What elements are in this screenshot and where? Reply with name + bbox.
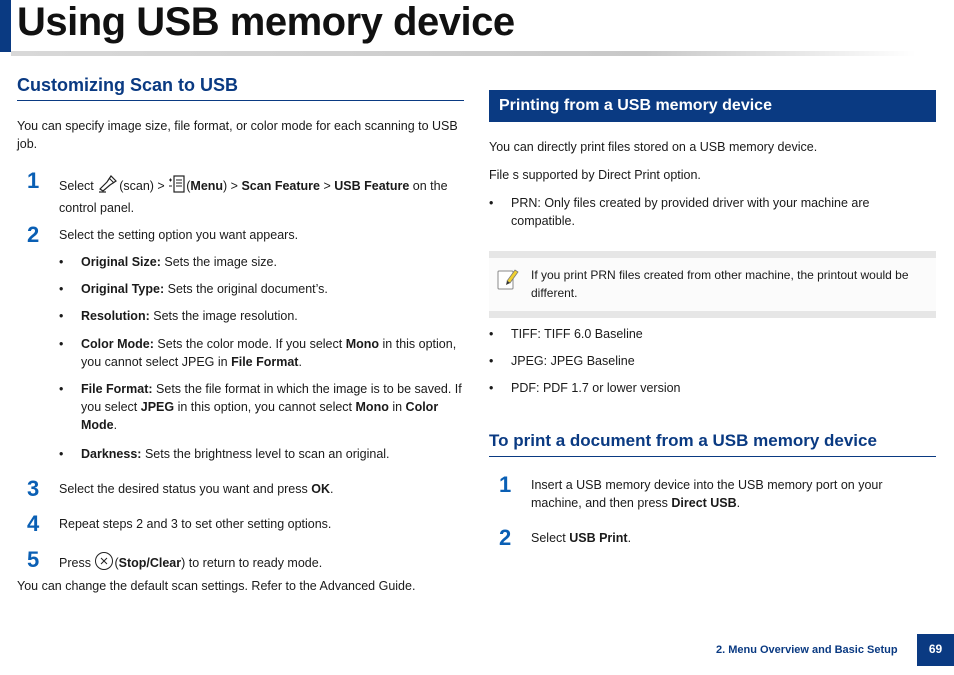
bullet-text: Sets the color mode. If you select <box>157 337 343 351</box>
page-number-badge: 69 <box>917 634 954 666</box>
stop-clear-label: Stop/Clear <box>118 556 182 570</box>
usb-feature-label: USB Feature <box>334 179 410 193</box>
bullet-color-mode: • Color Mode: Sets the color mode. If you select Mono in this option, you cannot select JPEG in File Format. <box>59 337 457 369</box>
bullet-text: in <box>392 400 403 414</box>
bullet-format-tiff: • TIFF: TIFF 6.0 Baseline <box>489 325 936 343</box>
note-text: If you print PRN files created from other machine, the printout would be different. <box>531 268 909 300</box>
bullet-resolution: • Resolution: Sets the image resolution. <box>59 309 298 323</box>
paragraph-supported-files: File s supported by Direct Print option. <box>489 168 701 182</box>
file-format-label: File Format <box>231 355 299 369</box>
step-text-part: . <box>330 482 334 496</box>
bullet-text: TIFF: TIFF 6.0 Baseline <box>511 327 643 341</box>
step-text-part: ) to return to ready mode. <box>181 556 323 570</box>
page-title: Using USB memory device <box>17 0 515 44</box>
step-text-part: > <box>323 179 331 193</box>
step-text-part: . <box>627 531 632 545</box>
usb-print-label: USB Print <box>569 531 628 545</box>
step-number: 4 <box>27 511 40 536</box>
bullet-text: Sets the file format in which the image is to be saved. If you select <box>81 382 462 414</box>
bullet-text: Sets the image resolution. <box>153 309 298 323</box>
stop-clear-icon <box>94 551 114 576</box>
right-step-2 <box>489 525 936 550</box>
mono-label: Mono <box>345 337 380 351</box>
step-2 <box>17 222 464 247</box>
bullet-text: Sets the brightness level to scan an original. <box>144 447 390 461</box>
bullet-prn: • PRN: Only files created by provided driver with your machine are compatible. <box>489 194 936 230</box>
paragraph-direct-print: You can directly print files stored on a USB memory device. <box>489 140 818 154</box>
bullet-text: Sets the original document’s. <box>167 282 328 296</box>
bullet-label: File Format: <box>81 382 153 396</box>
note-pencil-icon <box>497 267 519 296</box>
bullet-original-type: • Original Type: Sets the original document’s. <box>59 282 328 296</box>
section-heading-customizing-scan: Customizing Scan to USB <box>17 74 464 101</box>
bullet-label: Resolution: <box>81 309 150 323</box>
mono-label: Mono <box>355 400 389 414</box>
bullet-label: Original Type: <box>81 282 165 296</box>
bullet-label: Original Size: <box>81 255 161 269</box>
menu-label: Menu <box>190 179 224 193</box>
bullet-format-pdf: • PDF: PDF 1.7 or lower version <box>489 379 936 397</box>
menu-icon <box>168 174 186 199</box>
footer-chapter-label: 2. Menu Overview and Basic Setup <box>716 644 898 656</box>
color-mode-label: Color Mode <box>81 400 439 432</box>
bullet-original-size: • Original Size: Sets the image size. <box>59 255 277 269</box>
bullet-text: PRN: Only files created by provided driver with your machine are compatible. <box>511 196 870 228</box>
bullet-text: Sets the image size. <box>164 255 277 269</box>
bullet-darkness: • Darkness: Sets the brightness level to scan an original. <box>59 447 390 461</box>
direct-usb-label: Direct USB <box>671 496 737 510</box>
right-step-1 <box>489 472 936 512</box>
step-number: 1 <box>27 168 40 193</box>
bullet-text: JPEG: JPEG Baseline <box>511 354 635 368</box>
section-heading-print-from-usb: To print a document from a USB memory device <box>489 430 936 457</box>
scan-feature-label: Scan Feature <box>241 179 320 193</box>
step-number: 3 <box>27 476 40 501</box>
header-divider <box>11 51 916 56</box>
bullet-text: PDF: PDF 1.7 or lower version <box>511 381 681 395</box>
left-column <box>17 74 464 593</box>
step-text-part: on the control panel. <box>59 179 448 215</box>
note-box <box>489 251 936 318</box>
step-1 <box>17 168 464 217</box>
step-text-part: Select <box>59 179 94 193</box>
step-text-part: ( <box>186 179 191 193</box>
step-4 <box>17 511 464 536</box>
step-text-part: ( <box>114 556 119 570</box>
step-5 <box>17 547 464 576</box>
step-text <box>531 476 936 512</box>
step-text <box>59 551 464 576</box>
step-text <box>531 529 936 547</box>
step-text <box>59 172 464 217</box>
step-text: Repeat steps 2 and 3 to set other setting options. <box>59 517 332 531</box>
jpeg-label: JPEG <box>140 400 175 414</box>
step-3 <box>17 476 464 501</box>
step-number: 2 <box>27 222 40 247</box>
step-text: Select the setting option you want appears. <box>59 228 299 242</box>
step-text-part: . <box>736 496 741 510</box>
step-text-part: Select the desired status you want and press <box>59 482 308 496</box>
page-header <box>0 0 954 56</box>
outro-paragraph: You can change the default scan settings. Refer to the Advanced Guide. <box>17 579 416 593</box>
bullet-text: in this option, you cannot select <box>177 400 353 414</box>
bullet-text: . <box>298 355 302 369</box>
step-number: 2 <box>499 525 512 550</box>
bullet-file-format: • File Format: Sets the file format in which the image is to be saved. If you select JPEG in this option, you cannot select Mono in Color Mode. <box>59 382 462 432</box>
step-text <box>59 480 464 498</box>
ok-label: OK <box>311 482 330 496</box>
step-text-part: Insert a USB memory device into the USB memory port on your machine, and then press <box>531 478 883 510</box>
header-accent-bar <box>0 0 11 52</box>
scan-icon <box>97 172 119 199</box>
step-text-part: Select <box>531 531 566 545</box>
bullet-format-jpeg: • JPEG: JPEG Baseline <box>489 352 936 370</box>
step-text-part: ) > <box>223 179 238 193</box>
section-bar-printing-from-usb: Printing from a USB memory device <box>489 90 936 122</box>
intro-paragraph: You can specify image size, file format, or color mode for each scanning to USB job. <box>17 119 458 151</box>
bullet-label: Color Mode: <box>81 337 154 351</box>
bullet-text: . <box>113 418 118 432</box>
bullet-label: Darkness: <box>81 447 142 461</box>
step-text-part: Press <box>59 556 91 570</box>
bullet-text: in this option, you cannot select JPEG in <box>81 337 457 369</box>
step-number: 5 <box>27 547 40 572</box>
step-text-part: (scan) > <box>119 179 165 193</box>
step-number: 1 <box>499 472 512 497</box>
